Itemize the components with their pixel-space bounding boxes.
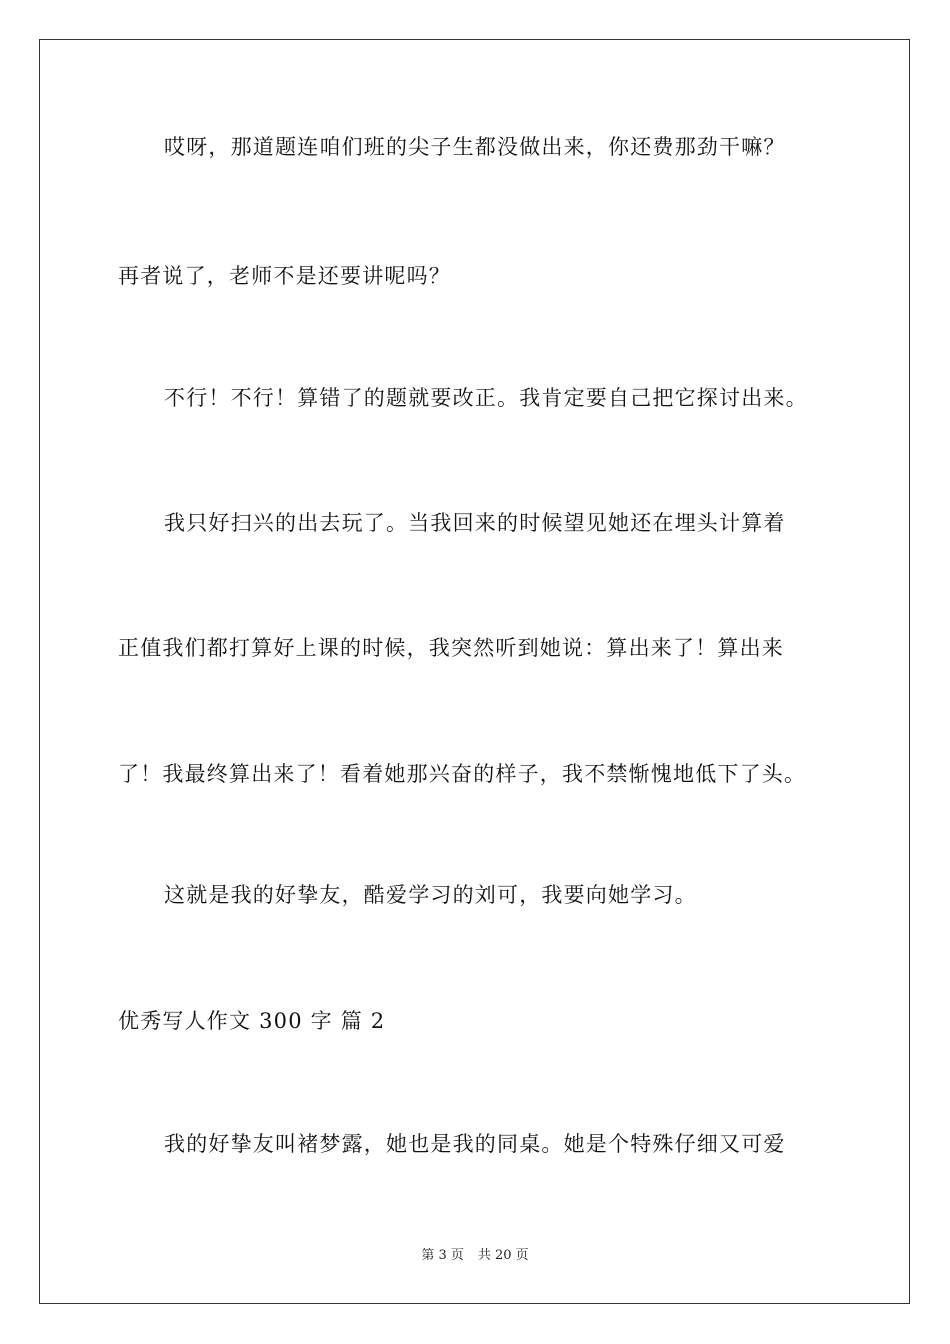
paragraph-line: 我只好扫兴的出去玩了。当我回来的时候望见她还在埋头计算着 bbox=[164, 511, 786, 535]
page-footer bbox=[0, 1248, 950, 1264]
page-total: 共 20 页 bbox=[477, 1248, 529, 1263]
paragraph-line: 正值我们都打算好上课的时候，我突然听到她说：算出来了！算出来 bbox=[118, 636, 784, 660]
page-border bbox=[39, 39, 910, 1304]
paragraph-line: 哎呀，那道题连咱们班的尖子生都没做出来，你还费那劲干嘛？ bbox=[164, 135, 786, 159]
paragraph-line: 我的好挚友叫褚梦露，她也是我的同桌。她是个特殊仔细又可爱 bbox=[164, 1132, 786, 1156]
paragraph-line: 这就是我的好挚友，酷爱学习的刘可，我要向她学习。 bbox=[164, 883, 697, 907]
page-number: 第 3 页 bbox=[421, 1248, 464, 1263]
paragraph-line: 再者说了，老师不是还要讲呢吗？ bbox=[118, 264, 451, 288]
paragraph-line: 了！我最终算出来了！看着她那兴奋的样子，我不禁惭愧地低下了头。 bbox=[118, 762, 807, 786]
paragraph-line: 不行！不行！算错了的题就要改正。我肯定要自己把它探讨出来。 bbox=[164, 386, 808, 410]
section-heading: 优秀写人作文 300 字 篇 2 bbox=[118, 1009, 386, 1033]
